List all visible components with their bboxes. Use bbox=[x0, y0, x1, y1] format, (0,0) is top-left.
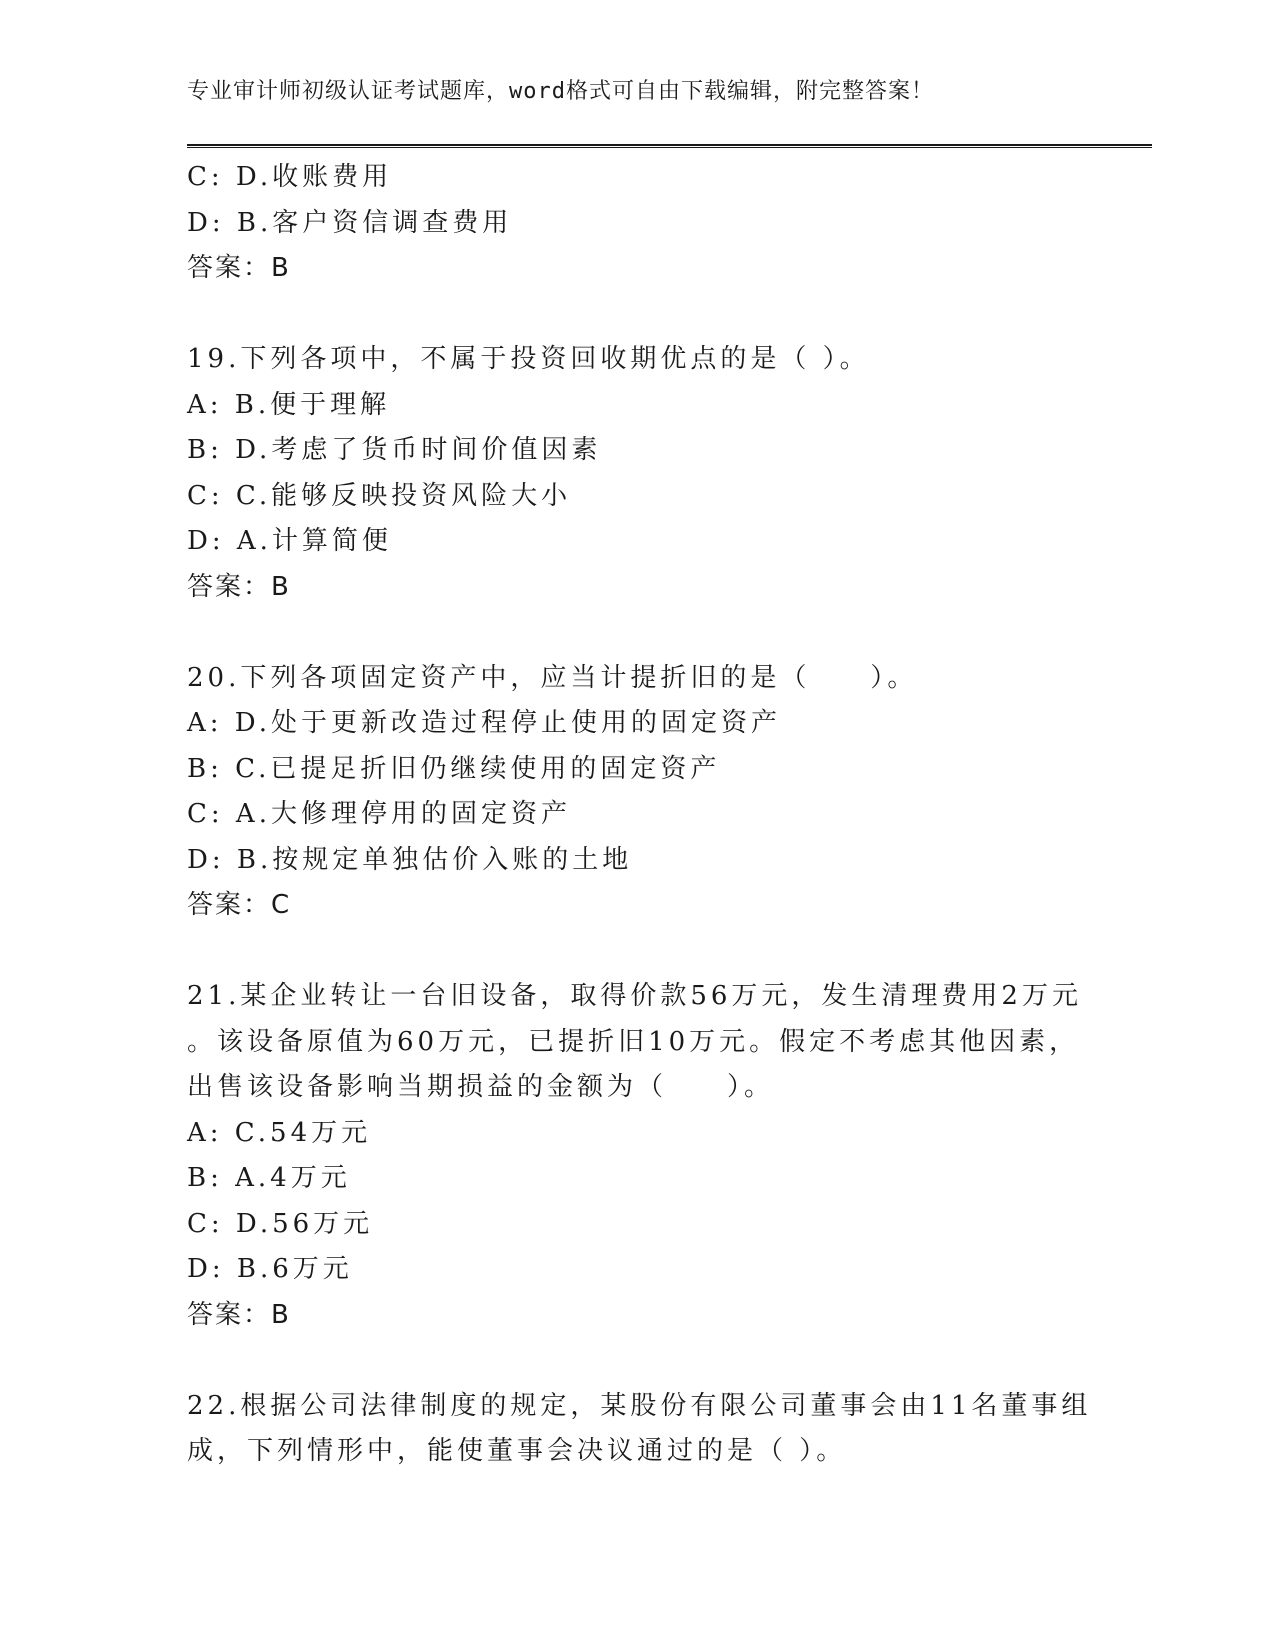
spacer bbox=[187, 1338, 1087, 1384]
question-stem: 。该设备原值为60万元，已提折旧10万元。假定不考虑其他因素， bbox=[187, 1026, 1080, 1057]
question-stem: 22.根据公司法律制度的规定，某股份有限公司董事会由11名董事组 bbox=[187, 1390, 1092, 1421]
option-line: A: B.便于理解 bbox=[187, 389, 391, 420]
spacer bbox=[187, 610, 1087, 656]
option-line: C: C.能够反映投资风险大小 bbox=[187, 480, 572, 511]
prev-question-block bbox=[187, 155, 1087, 292]
option-line: D: B.客户资信调查费用 bbox=[187, 207, 513, 238]
option-line: B: D.考虑了货币时间价值因素 bbox=[187, 435, 602, 465]
question-19 bbox=[187, 337, 1087, 610]
question-stem: 出售该设备影响当期损益的金额为（ ）。 bbox=[187, 1072, 775, 1102]
option-line: C: D.56万元 bbox=[187, 1208, 374, 1239]
spacer bbox=[187, 929, 1087, 975]
question-stem: 19.下列各项中，不属于投资回收期优点的是（ ）。 bbox=[187, 344, 870, 374]
answer-line: 答案：C bbox=[187, 890, 292, 920]
option-line: D: A.计算简便 bbox=[187, 526, 392, 556]
option-line: D: B.6万元 bbox=[187, 1254, 353, 1284]
page-header-title: 专业审计师初级认证考试题库，word格式可自由下载编辑，附完整答案！ bbox=[187, 79, 934, 104]
question-21 bbox=[187, 974, 1087, 1338]
option-line: D: B.按规定单独估价入账的土地 bbox=[187, 844, 633, 875]
spacer bbox=[187, 292, 1087, 338]
option-line: A: D.处于更新改造过程停止使用的固定资产 bbox=[187, 708, 781, 738]
question-22 bbox=[187, 1384, 1092, 1475]
question-content bbox=[187, 155, 1092, 1475]
option-line: B: C.已提足折旧仍继续使用的固定资产 bbox=[187, 753, 721, 784]
question-stem: 成，下列情形中，能使董事会决议通过的是（ ）。 bbox=[187, 1436, 847, 1466]
answer-line: 答案：B bbox=[187, 1299, 291, 1330]
header-divider bbox=[187, 144, 1152, 148]
option-line: B: A.4万元 bbox=[187, 1163, 351, 1193]
answer-line: 答案：B bbox=[187, 253, 291, 283]
option-line: C: D.收账费用 bbox=[187, 162, 393, 192]
option-line: C: A.大修理停用的固定资产 bbox=[187, 799, 571, 829]
question-stem: 20.下列各项固定资产中，应当计提折旧的是（ ）。 bbox=[187, 662, 918, 693]
question-20 bbox=[187, 656, 1087, 929]
option-line: A: C.54万元 bbox=[187, 1117, 372, 1148]
answer-line: 答案：B bbox=[187, 571, 291, 602]
question-stem: 21.某企业转让一台旧设备，取得价款56万元，发生清理费用2万元 bbox=[187, 981, 1082, 1011]
